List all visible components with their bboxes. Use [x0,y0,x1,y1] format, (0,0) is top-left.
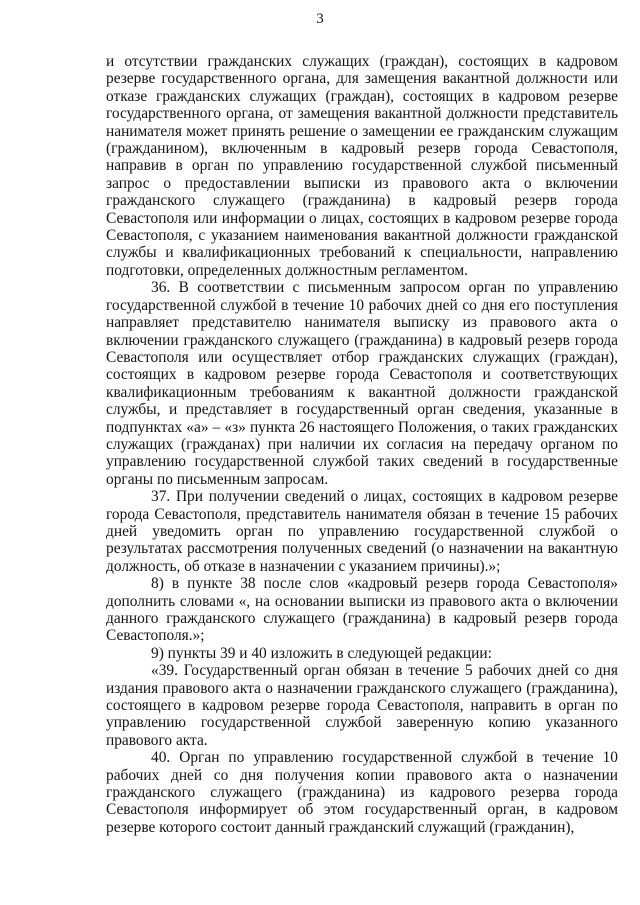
paragraph-subitem-8: 8) в пункте 38 после слов «кадровый резерв города Севастополя» дополнить словами «, на основании выписки из правового акта о включении данного гражданского служащего (гражданина) в кадровый резерв города Севастополя.»; [106,575,618,645]
paragraph-item-40: 40. Орган по управлению государственной службой в течение 10 рабочих дней со дня получения копии правового акта о назначении гражданского служащего (гражданина) из кадрового резерва города Севастополя информирует об этом государственный орган, в кадровом резерве которого состоит данный гражданский служащий (гражданин), [106,749,618,836]
document-body [106,53,618,836]
paragraph-subitem-9: 9) пункты 39 и 40 изложить в следующей редакции: [151,644,492,662]
paragraph-item-36: 36. В соответствии с письменным запросом орган по управлению государственной службой в течение 10 рабочих дней со дня его поступления направляет представителю нанимателя выписку из правового акта о включении гражданского служащего (гражданина) в кадровый резерв города Севастополя или осуществляет отбор гражданских служащих (граждан), состоящих в кадровом резерве города Севастополя и соответствующих квалификационным требованиям к вакантной должности гражданской службы, и представляет в государственный орган сведения, указанные в подпунктах «а» – «з» пункта 26 настоящего Положения, о таких гражданских служащих (гражданах) при наличии их согласия на передачу органом по управлению государственной службой таких сведений в государственные органы по письменным запросам. [106,279,618,488]
paragraph-item-39: «39. Государственный орган обязан в течение 5 рабочих дней со дня издания правового акта о назначении гражданского служащего (гражданина), состоящего в кадровом резерве города Севастополя, направить в орган по управлению государственной службой заверенную копию указанного правового акта. [106,662,618,749]
paragraph-continuation: и отсутствии гражданских служащих (граждан), состоящих в кадровом резерве государственного органа, для замещения вакантной должности или отказе гражданских служащих (граждан), состоящих в кадровом резерве государственного органа, от замещения вакантной должности представитель нанимателя может принять решение о замещении ее гражданским служащим (гражданином), включенным в кадровый резерв города Севастополя, направив в орган по управлению государственной службой письменный запрос о предоставлении выписки из правового акта о включении гражданского служащего (гражданина) в кадровый резерв города Севастополя или информации о лицах, состоящих в кадровом резерве города Севастополя, с указанием наименования вакантной должности гражданской службы и квалификационных требований к специальности, направлению подготовки, определенных должностным регламентом. [106,53,618,279]
page-number: 3 [316,11,324,27]
paragraph-item-37: 37. При получении сведений о лицах, состоящих в кадровом резерве города Севастополя, представитель нанимателя обязан в течение 15 рабочих дней уведомить орган по управлению государственной службой о результатах рассмотрения полученных сведений (о назначении на вакантную должность, об отказе в назначении с указанием причины).»; [106,488,618,575]
